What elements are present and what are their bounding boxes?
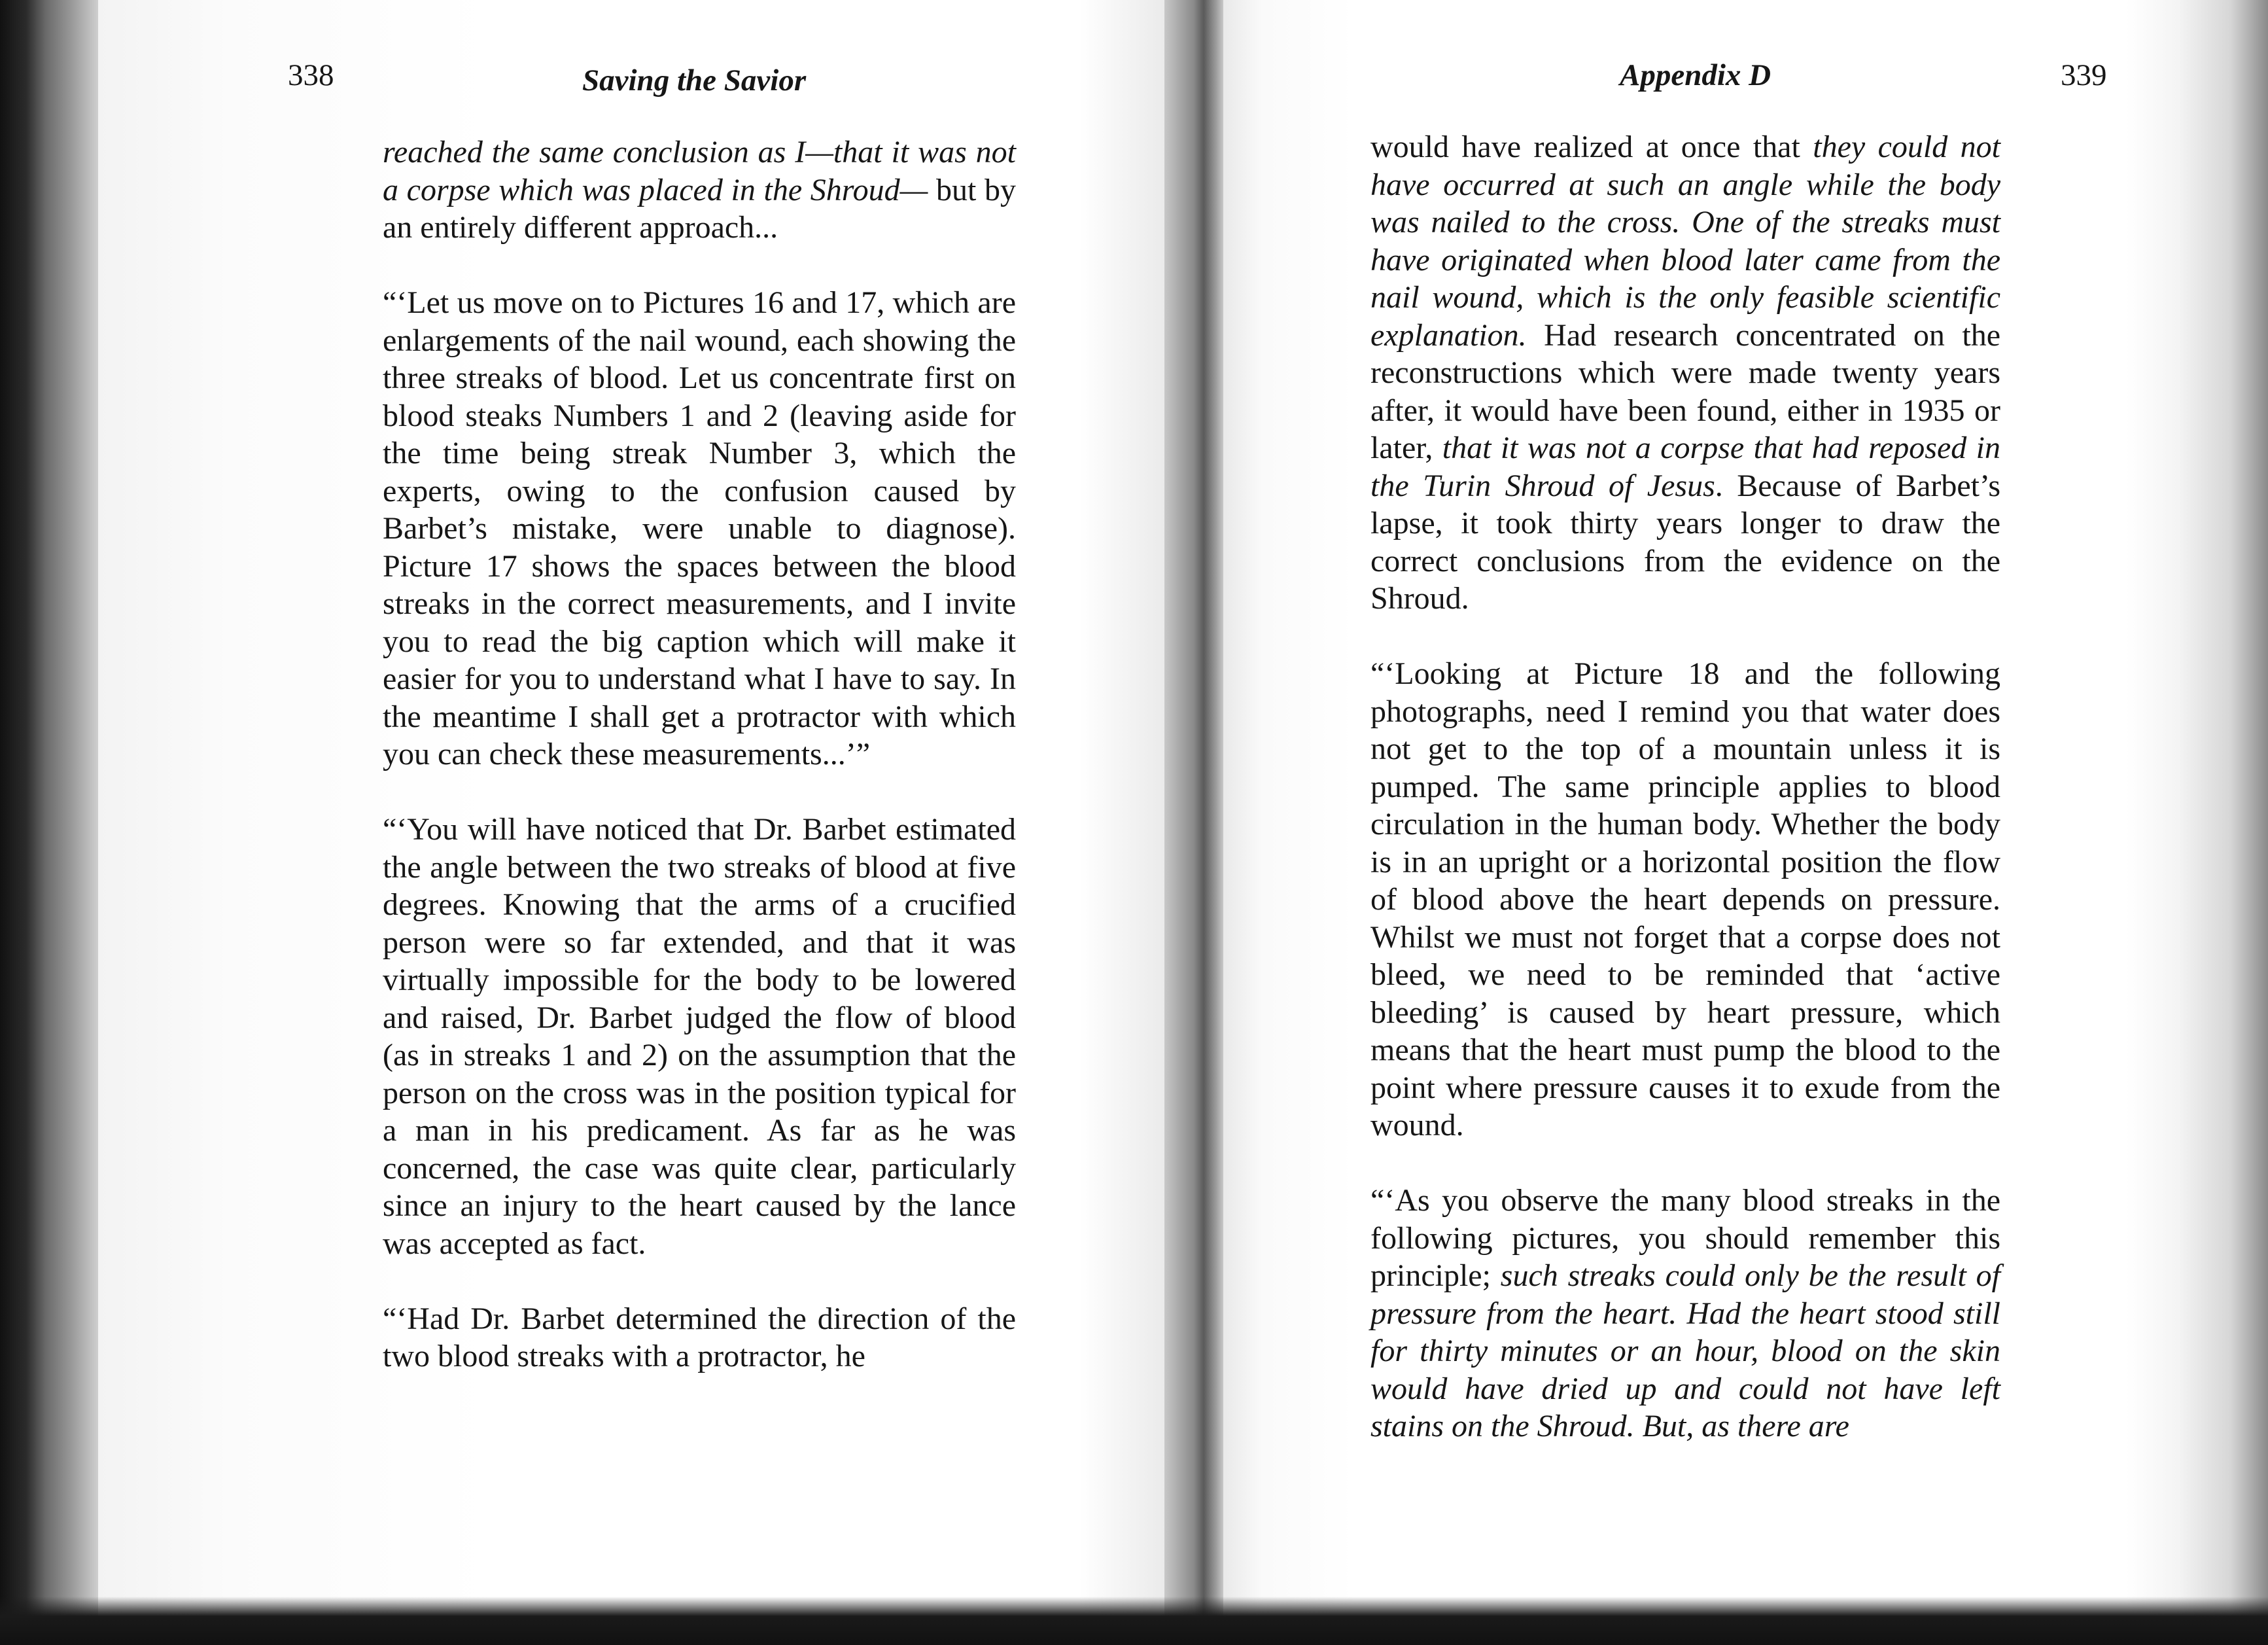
paragraph: [383, 284, 1016, 773]
italic-text-run: reached the same conclusion as I—that it was not a corpse which was placed in the Shroud—: [383, 135, 1016, 207]
text-run: “‘You will have noticed that Dr. Barbet estimated the angle between the two streaks of blood at five degrees. Knowing that the arms of a crucified person were so far extended, and that it was virtually impossible for the body to be lowered and raised, Dr. Barbet judged the flow of blood (as in streaks 1 and 2) on the assumption that the person on the cross was in the position typical for a man in his predicament. As far as he was concerned, the case was quite clear, particularly since an injury to the heart caused by the lance was accepted as fact.: [383, 812, 1016, 1261]
text-run: . Because of Barbet’s lapse, it took thirty years longer to draw the correct conclusions from the evidence on the Shroud.: [1370, 468, 2001, 616]
text-run: “‘Let us move on to Pictures 16 and 17, which are enlargements of the nail wound, each showing the three streaks of blood. Let us concentrate first on blood steaks Numbers 1 and 2 (leaving aside for the time being streak Number 3, which the experts, owing to the confusion caused by Barbet’s mistake, were unable to diagnose). Picture 17 shows the spaces between the blood streaks in the correct measurements, and I invite you to read the big caption which will make it easier for you to understand what I have to say. In the meantime I shall get a protractor with which you can check these measurements...’”: [383, 285, 1016, 771]
left-page-number: 338: [288, 58, 334, 92]
left-running-head: Saving the Savior: [582, 63, 807, 97]
right-running-head: Appendix D: [1620, 58, 1771, 92]
italic-text-run: that it was not a corpse that had reposed in the Turin Shroud of Jesus: [1370, 431, 2001, 503]
book-gutter: [1164, 0, 1230, 1623]
text-run: “‘Looking at Picture 18 and the following photographs, need I remind you that water does not get to the top of a mountain unless it is pumped. The same principle applies to blood circulation in the human body. Whether the body is in an upright or a horizontal position the flow of blood above the heart depends on pressure. Whilst we must not forget that a corpse does not bleed, we need to be reminded that ‘active bleeding’ is caused by heart pressure, which means that the heart must pump the blood to the point where pressure causes it to exude from the wound.: [1370, 656, 2000, 1142]
text-run: would have realized at once that: [1370, 130, 1813, 164]
paragraph: [383, 133, 1016, 247]
text-run: but by an entirely different approach...: [383, 172, 1016, 245]
paragraph: [383, 1300, 1016, 1375]
text-run: Had research concentrated on the reconstructions which were made twenty years after, it would have been found, either in 1935 or later,: [1370, 317, 2000, 465]
left-body-text: [383, 133, 1016, 1375]
paragraph: [1370, 655, 2000, 1144]
paragraph: [1370, 1182, 2000, 1445]
italic-text-run: such streaks could only be the result of pressure from the heart. Had the heart stood still for thirty minutes or an hour, blood on the skin would have dried up and could not have left stains on the Shroud. But, as there are: [1370, 1258, 2000, 1443]
italic-text-run: they could not have occurred at such an angle while the body was nailed to the cross. One of the streaks must have originated when blood later came from the nail wound, which is the only feasible scientific explanation.: [1370, 130, 2000, 353]
text-run: “‘As you observe the many blood streaks in the following pictures, you should remember this principle;: [1370, 1183, 2000, 1293]
right-body-text: [1370, 128, 2000, 1445]
text-run: “‘Had Dr. Barbet determined the direction of the two blood streaks with a protractor, he: [383, 1301, 1016, 1373]
paragraph: [383, 811, 1016, 1262]
bottom-shadow: [0, 1597, 2268, 1645]
paragraph: [1370, 128, 2000, 618]
right-page-number: 339: [2061, 58, 2107, 92]
